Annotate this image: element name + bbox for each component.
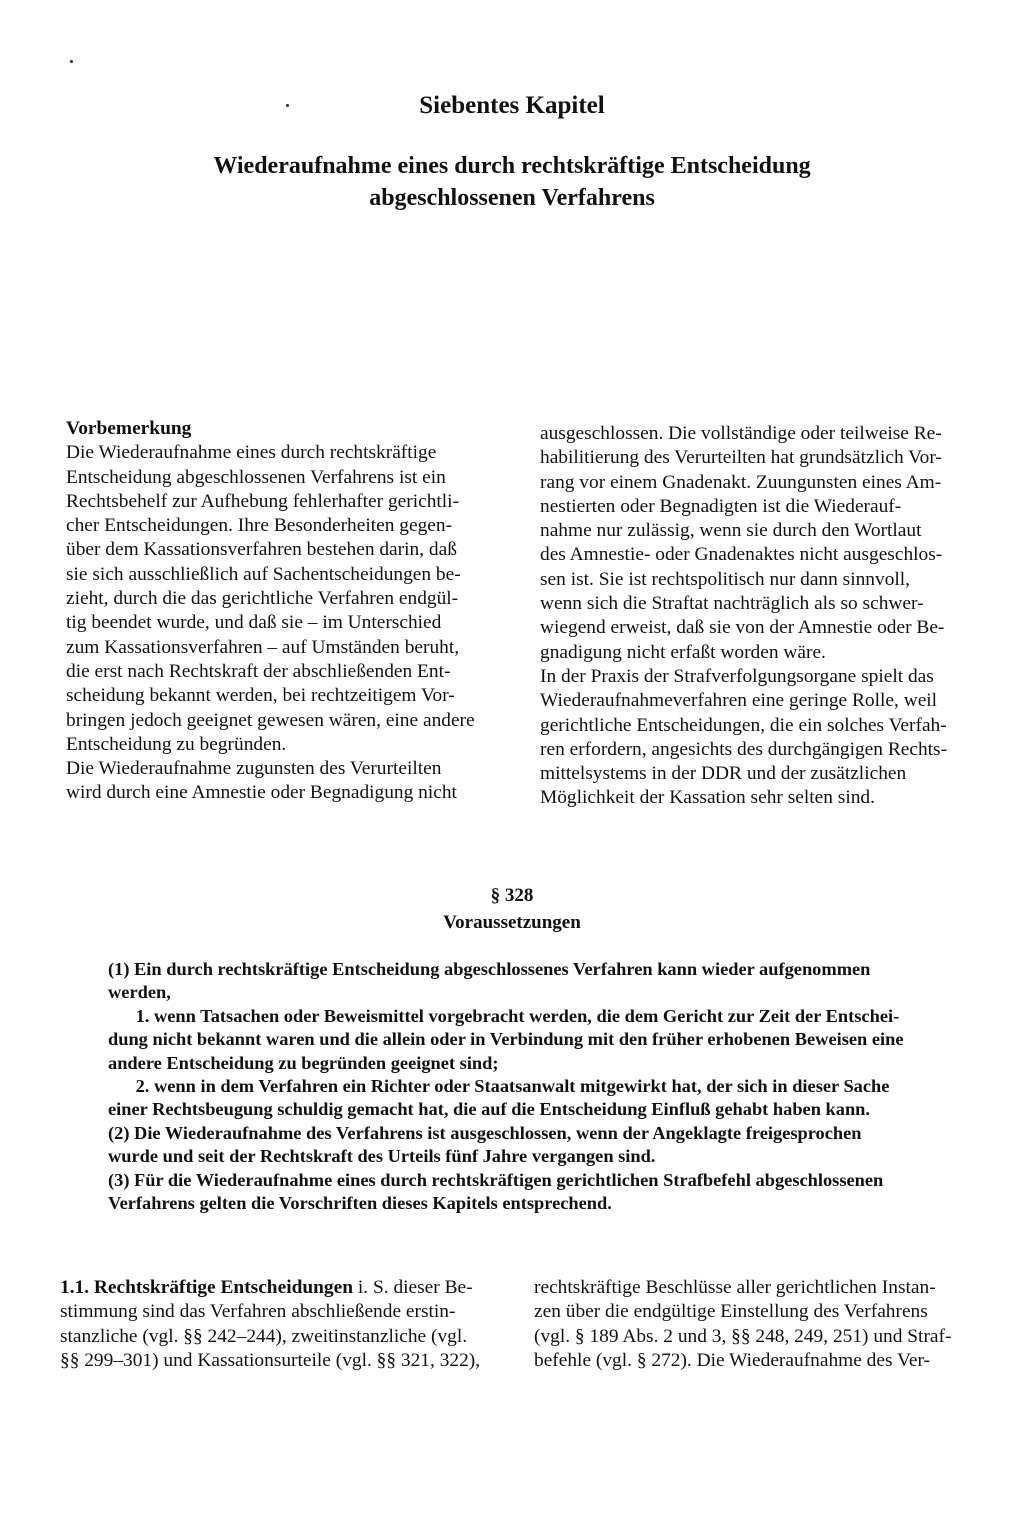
intro-heading: Vorbemerkung [66, 418, 192, 439]
intro-left-text: Die Wiederaufnahme eines durch rechtskräftige Entscheidung abgeschlossenen Verfahrens ist ein Rechtsbehelf zur Aufhebung fehlerhafter gerichtli- cher Entscheidungen. Ihre Besonderheiten gegen- über dem Kassationsverfahren bestehen darin, daß sie sich ausschließlich auf Sachentscheidungen be- zieht, durch die das gerichtliche Verfahren endgül- tig beendet wurde, und daß sie – im Unterschied zum Kassationsverfahren – auf Umständen beruht, die erst nach Rechtskraft der abschließenden Ent- scheidung bekannt werden, bei rechtzeitigem Vor- bringen jedoch geeignet gewesen wären, eine andere Entscheidung zu begründen. Die Wiederaufnahme zugunsten des Verurteilten wird durch eine Amnestie oder Begnadigung nicht [66, 442, 475, 804]
intro-right-text: ausgeschlossen. Die vollständige oder teilweise Re- habilitierung des Verurteilten hat grundsätzlich Vor- rang vor einem Gnadenakt. Zuungunsten eines Am- nestierten oder Begnadigten ist die Wiederauf- nahme nur zulässig, wenn sie durch den Wortlaut des Amnestie- oder Gnadenaktes nicht ausgeschlos- sen ist. Sie ist rechtspolitisch nur dann sinnvoll, wenn sich die Straftat nachträglich als so schwer- wiegend erweist, daß sie von der Amnestie oder Be- gnadigung nicht erfaßt worden wäre. In der Praxis der Strafverfolgungsorgane spielt das Wiederaufnahmeverfahren eine geringe Rolle, weil gerichtliche Entscheidungen, die ein solches Verfah- ren erfordern, angesichts des durchgängigen Rechts- mittelsystems in der DDR und der zusätzlichen Möglichkeit der Kassation sehr selten sind. [540, 423, 948, 809]
chapter-label: Siebentes Kapitel [419, 92, 605, 119]
section-title: Voraussetzungen [443, 912, 581, 933]
section-number: § 328 [490, 885, 534, 906]
chapter-title-line-2: abgeschlossenen Verfahrens [369, 185, 655, 211]
commentary-right-text: rechtskräftige Beschlüsse aller gerichtlichen Instan- zen über die endgültige Einstellung des Verfahrens (vgl. § 189 Abs. 2 und 3, §§ 248, 249, 251) und Straf- befehle (vgl. § 272). Die Wiederaufnahme des Ver- [534, 1277, 952, 1371]
section-text: (1) Ein durch rechtskräftige Entscheidung abgeschlossenes Verfahren kann wieder aufgenommen werden, 1. wenn Tatsachen oder Beweismittel vorgebracht werden, die dem Gericht zur Zeit der Entschei- dung nicht bekannt waren und die allein oder in Verbindung mit den früher erhobenen Beweisen eine andere Entscheidung zu begründen geeignet sind; 2. wenn in dem Verfahren ein Richter oder Staatsanwalt mitgewirkt hat, der sich in dieser Sache einer Rechtsbeugung schuldig gemacht hat, die auf die Entscheidung Einfluß gehabt haben kann. (2) Die Wiederaufnahme des Verfahrens ist ausgeschlossen, wenn der Angeklagte freigesprochen wurde und seit der Rechtskraft des Urteils fünf Jahre vergangen sind. (3) Für die Wiederaufnahme eines durch rechtskräftigen gerichtlichen Strafbefehl abgeschlossenen Verfahrens gelten die Vorschriften dieses Kapitels entsprechend. [108, 959, 904, 1214]
chapter-title [0, 150, 1024, 214]
commentary-lead: 1.1. Rechtskräftige Entscheidungen [60, 1277, 354, 1298]
chapter-title-line-1: Wiederaufnahme eines durch rechtskräftige Entscheidung [213, 153, 811, 179]
commentary-left [60, 1276, 520, 1373]
commentary-left-text: i. S. dieser Be- stimmung sind das Verfahren abschließende erstin- stanzliche (vgl. §§ 242–244), zweitinstanzliche (vgl. §§ 299–301) und Kassationsurteile (vgl. §§ 321, 322), [60, 1277, 481, 1371]
intro-left-column [66, 417, 516, 806]
print-speck [70, 60, 73, 63]
